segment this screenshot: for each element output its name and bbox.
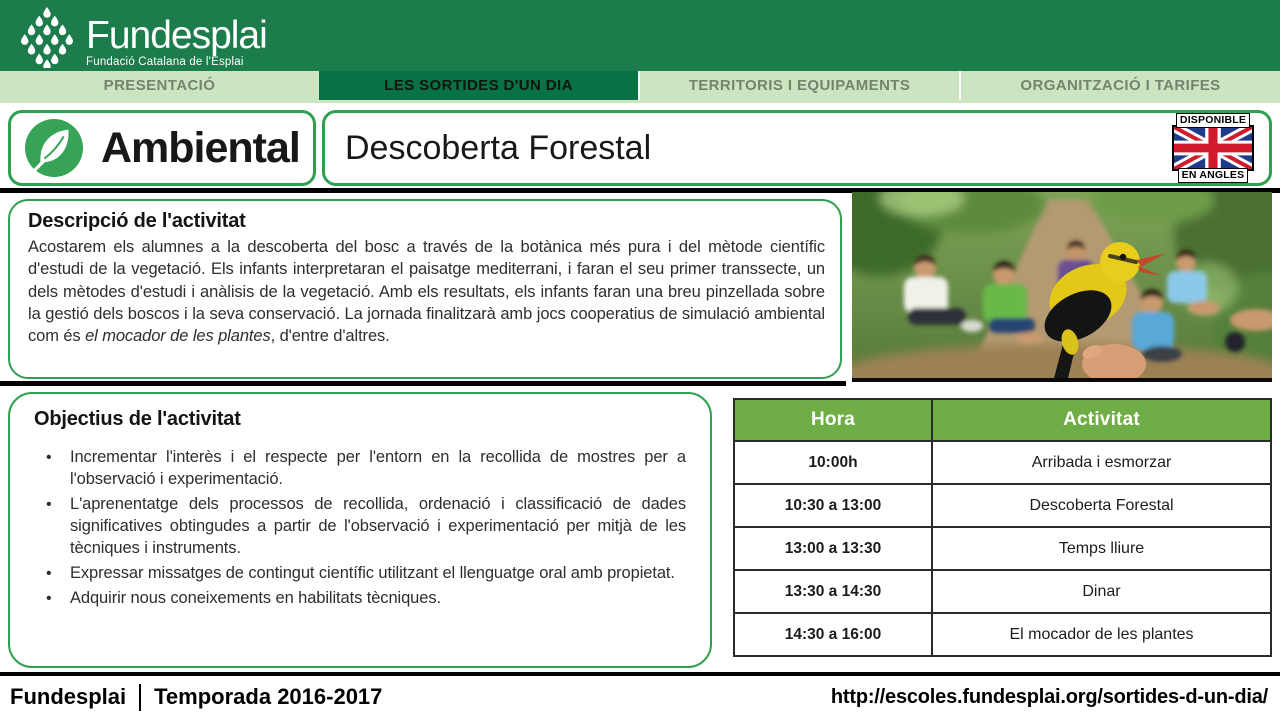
badge-bottom-label: EN ANGLES: [1178, 168, 1249, 183]
schedule-activity: Descoberta Forestal: [932, 484, 1271, 527]
footer-left: [10, 684, 382, 711]
main-nav: [0, 71, 1280, 103]
description-italic-phrase: el mocador de les plantes: [85, 327, 271, 346]
header-bar: [0, 0, 1280, 71]
activity-title: Descoberta Forestal: [345, 128, 652, 167]
footer: [0, 678, 1280, 716]
divider-middle: [0, 381, 846, 386]
schedule-time: 13:00 a 13:30: [734, 527, 932, 570]
category-box: [8, 110, 316, 186]
schedule-row: [734, 527, 1271, 570]
objective-item: • Incrementar l'interès i el respecte per l'entorn en la recollida de mostres per a l'observació i experimentació.: [70, 447, 686, 491]
badge-top-label: DISPONIBLE: [1176, 113, 1250, 128]
description-body: Acostarem els alumnes a la descoberta del bosc a través de la botànica més pura i del mètode científic d'estudi de la vegetació. Els infants interpretaran el paisatge mediterrani, i faran el seu primer transsecte, un dels mètodes d'estudi i anàlisis de la vegetació. Amb els resultats, els infants faran una breu pinzellada sobre la gestió dels boscos i la seva conservació. La jornada finalitzarà amb jocs cooperatius de simulació ambiental com és el mocador de les plantes, d'entre d'altres.: [28, 238, 825, 346]
tab-organitzacio-i-tarifes[interactable]: ORGANITZACIÓ I TARIFES: [959, 71, 1280, 100]
schedule-col-activitat: Activitat: [932, 399, 1271, 441]
fundesplai-tree-icon: [16, 4, 78, 68]
schedule-time: 10:00h: [734, 441, 932, 484]
description-heading: Descripció de l'activitat: [28, 210, 246, 232]
tab-les-sortides-dun-dia[interactable]: LES SORTIDES D'UN DIA: [319, 71, 638, 100]
uk-flag-icon: [1172, 125, 1254, 171]
footer-brand: Fundesplai: [10, 684, 127, 709]
schedule-time: 14:30 a 16:00: [734, 613, 932, 656]
schedule-time: 10:30 a 13:00: [734, 484, 932, 527]
schedule-activity: Temps lliure: [932, 527, 1271, 570]
objective-item: • L'aprenentatge dels processos de recollida, ordenació i classificació de dades significatives obtingudes a partir de l'observació i experimentació per mitjà de les tècniques i instruments.: [70, 494, 686, 560]
leaf-icon: [25, 119, 83, 177]
schedule-activity: Dinar: [932, 570, 1271, 613]
activity-title-box: [322, 110, 1272, 186]
logo-wordmark: Fundesplai: [86, 13, 267, 57]
footer-season: Temporada 2016-2017: [154, 684, 383, 709]
schedule-activity: Arribada i esmorzar: [932, 441, 1271, 484]
activity-photo: [852, 192, 1272, 382]
schedule-row: [734, 613, 1271, 656]
schedule-table: [733, 398, 1272, 657]
schedule-activity: El mocador de les plantes: [932, 613, 1271, 656]
logo-tagline: Fundació Catalana de l'Esplai: [86, 55, 244, 68]
tab-presentacio[interactable]: PRESENTACIÓ: [0, 71, 319, 100]
footer-separator: [139, 684, 141, 711]
objective-item: • Expressar missatges de contingut científic utilitzant el llenguatge oral amb propietat.: [70, 563, 686, 585]
schedule-row: [734, 441, 1271, 484]
schedule-header-row: [734, 399, 1271, 441]
objectives-list: [34, 447, 686, 610]
objectives-section: [8, 392, 712, 668]
schedule-time: 13:30 a 14:30: [734, 570, 932, 613]
schedule-row: [734, 570, 1271, 613]
footer-url[interactable]: http://escoles.fundesplai.org/sortides-d-un-dia/: [830, 685, 1268, 708]
objective-item: • Adquirir nous coneixements en habilitats tècniques.: [70, 588, 686, 610]
description-section: [8, 199, 842, 379]
available-in-english-badge: [1163, 113, 1263, 183]
schedule-row: [734, 484, 1271, 527]
schedule-col-hora: Hora: [734, 399, 932, 441]
divider-bottom: [0, 672, 1280, 676]
objectives-heading: Objectius de l'activitat: [34, 408, 241, 430]
category-label: Ambiental: [101, 123, 300, 172]
tab-territoris-i-equipaments[interactable]: TERRITORIS I EQUIPAMENTS: [638, 71, 959, 100]
fundesplai-logo[interactable]: [16, 4, 267, 68]
